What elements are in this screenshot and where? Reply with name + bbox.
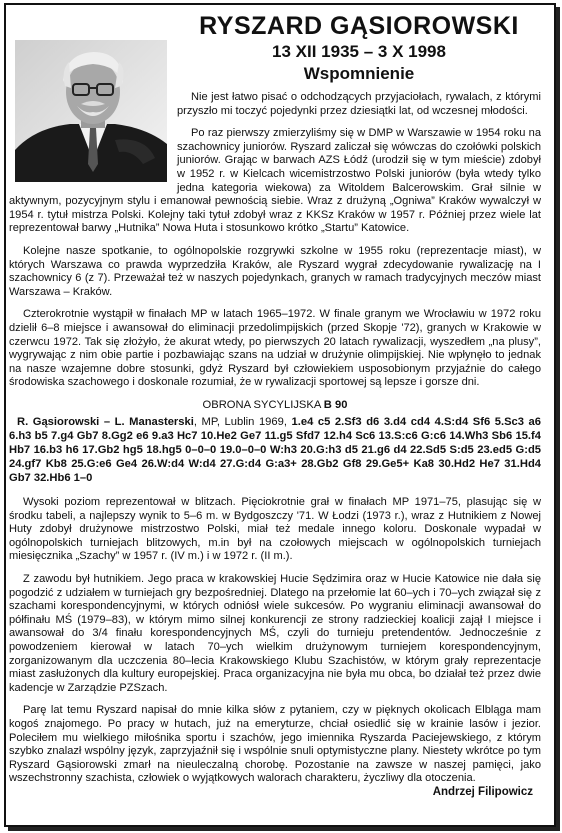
paragraph-5: Wysoki poziom reprezentował w blitzach. Pięciokrotnie grał w finałach MP 1971–75, plasując się w środku tabeli, a najlepszy wynik to 5–6 m. w Bydgoszczy '71. W Łodzi (1973 r.), wraz z Hutnikiem z Nowej Huty zdobył drużynowe mistrzostwo Polski, miał też medale innego koloru. Doskonale wypadał w ogólnopolskich turniejach blitzowych, m.in był na czołowych miejscach w ogólnopolskich turniejach miesięcznika „Szachy” w 1957 r. (IV m.) i w 1972 r. (II m.). [9,496,541,563]
game-event: , MP, Lublin 1969, [193,416,292,429]
portrait-image [15,40,167,182]
paragraph-7: Parę lat temu Ryszard napisał do mnie kilka słów z pytaniem, czy w pięknych okolicach Elbląga mam kogoś znajomego. Po pracy w hutach, już na emeryturze, chciał osiedlić się w krainie lasów i jezior. Poleciłem mu wielkiego miłośnika sportu i szachów, jego imiennika Ryszarda Paciejewskiego, z którym szybko znalazł wspólny język, zaprzyjaźnił się i wspólnie snuli optymistyczne plany. Niestety wkrótce po tym Ryszard Gąsiorowski zmarł na nieuleczalną chorobę. Pozostanie na zawsze w naszej pamięci, jako wszechstronny szachista, człowiek o wyjątkowych walorach charakteru, życzliwy dla otoczenia. [9,704,541,785]
portrait-photo [15,40,167,182]
paragraph-6: Z zawodu był hutnikiem. Jego praca w krakowskiej Hucie Sędzimira oraz w Hucie Katowice nie dała się pogodzić z udziałem w turniejach gry bezpośredniej. Dlatego na przełomie lat 60–ych i 70–ych związał się z szachami korespondencyjnymi, w których odniósł wiele sukcesów. Po wygraniu eliminacji awansował do półfinału MŚ (1979–83), w którym mimo silnej konkurencji ze strony radzieckiej koalicji zajął I miejsce i awansował do 3/4 finału korespondencyjnych MŚ, czyli do turnieju pretendentów. Jednocześnie z powodzeniem kierował w latach 70–ych wielkim drużynowym turniejem korespondencyjnym, zorganizowanym dla uczczenia 80–lecia Krakowskiego Klubu Szachistów, w którym grały reprezentacje miast zasłużonych dla kultury europejskiej. Praca organizacyjna nie była mu obca, bo działał też przez dwie kadencje w Zarządzie PZSzach. [9,572,541,694]
article [9,6,541,798]
life-dates: 13 XII 1935 – 3 X 1998 [272,42,446,61]
article-subtitle: Wspomnienie [303,64,415,83]
game-score [9,416,541,486]
game-moves: 1.e4 c5 2.Sf3 d6 3.d4 cd4 4.S:d4 Sf6 5.Sc3 a6 6.h3 b5 7.g4 Gb7 8.Gg2 e6 9.a3 Hc7 10.He2 Ge7 11.g5 Sfd7 12.h4 Sc6 13.S:c6 G:c6 14.Wh3 Sb6 15.f4 Hb7 16.b3 h6 17.Gb2 hg5 18.hg5 0–0–0 19.0–0–0 W:h3 20.G:h3 d5 21.g6 d4 22.Sd5 S:d5 23.ed5 G:d5 24.gf7 Kb8 25.G:e6 Ge4 26.W:d4 W:d4 27.G:d4 G:a3+ 28.Gb2 Gf8 29.Ge5+ Ka8 30.Hd2 He7 31.Hd4 Gb7 32.Hb6 1–0 [9,416,541,485]
author-signature: Andrzej Filipowicz [432,785,533,798]
opening-name: OBRONA SYCYLIJSKA [202,398,321,411]
paragraph-2: Po raz pierwszy zmierzyliśmy się w DMP w Warszawie w 1954 roku na szachownicy juniorów. Ryszard zaliczał się wówczas do czołówki polskich juniorów. Grając w barwach AZS Łódź (urodził się w tym mieście) zdobył w 1952 r. w Kielcach wicemistrzostwo Polski juniorów (była wtedy tylko jedna kategoria wiekowa) za Witoldem Balcerowskim. Grał silnie w aktywnym, pozycyjnym stylu i emanował pewnością siebie. Wraz z drużyną „Ogniwa” Kraków wywalczył w 1954 r. tytuł mistrza Polski. Kolejny taki tytuł zdobył wraz z KKSz Kraków w 1957 r. Później przez wiele lat reprezentował barwy „Hutnika” Nowa Huta i stosunkowo krótko „Startu” Katowice. [9,127,541,235]
article-title: RYSZARD GĄSIOROWSKI [199,12,519,40]
paragraph-4: Czterokrotnie wystąpił w finałach MP w latach 1965–1972. W finale granym we Wrocławiu w 1972 roku dzielił 6–8 miejsce i awansował do eliminacji przedolimpijskich (przed Skopje '72), granych w Krakowie w czerwcu 1972. Tak się złożyło, że akurat wtedy, po pierwszych 20 latach rywalizacji, wyszedłem „na plusy”, wygrywając z nim obie partie i pozbawiając szans na udział w drużynie olimpijskiej. Nie wpłynęło to jednak na nasze wzajemne dobre stosunki, gdyż Ryszard był człowiekiem usposobionym przyjaźnie do całego środowiska szachowego i doskonale rozumiał, że w rywalizacji sportowej są lepsze i gorsze dni. [9,308,541,389]
game-players: R. Gąsiorowski – L. Manasterski [17,416,194,429]
opening-code: B 90 [323,398,348,411]
frame-shadow-right [556,7,560,829]
frame-shadow-bottom [8,827,560,831]
opening-heading [9,399,541,413]
paragraph-3: Kolejne nasze spotkanie, to ogólnopolskie rozgrywki szkolne w 1955 roku (reprezentacje miast), w których Warszawa co prawda wyprzedziła Kraków, ale Ryszard wygrał zdecydowanie rywalizację na I szachownicy 6 (z 7). Przeważał też w naszych pojedynkach, granych w ramach tradycyjnych meczów miast Warszawa – Kraków. [9,244,541,298]
paragraph-1: Nie jest łatwo pisać o odchodzących przyjaciołach, rywalach, z którymi przyszło mi toczyć pojedynki przez dziesiątki lat, od wczesnej młodości. [177,91,541,117]
